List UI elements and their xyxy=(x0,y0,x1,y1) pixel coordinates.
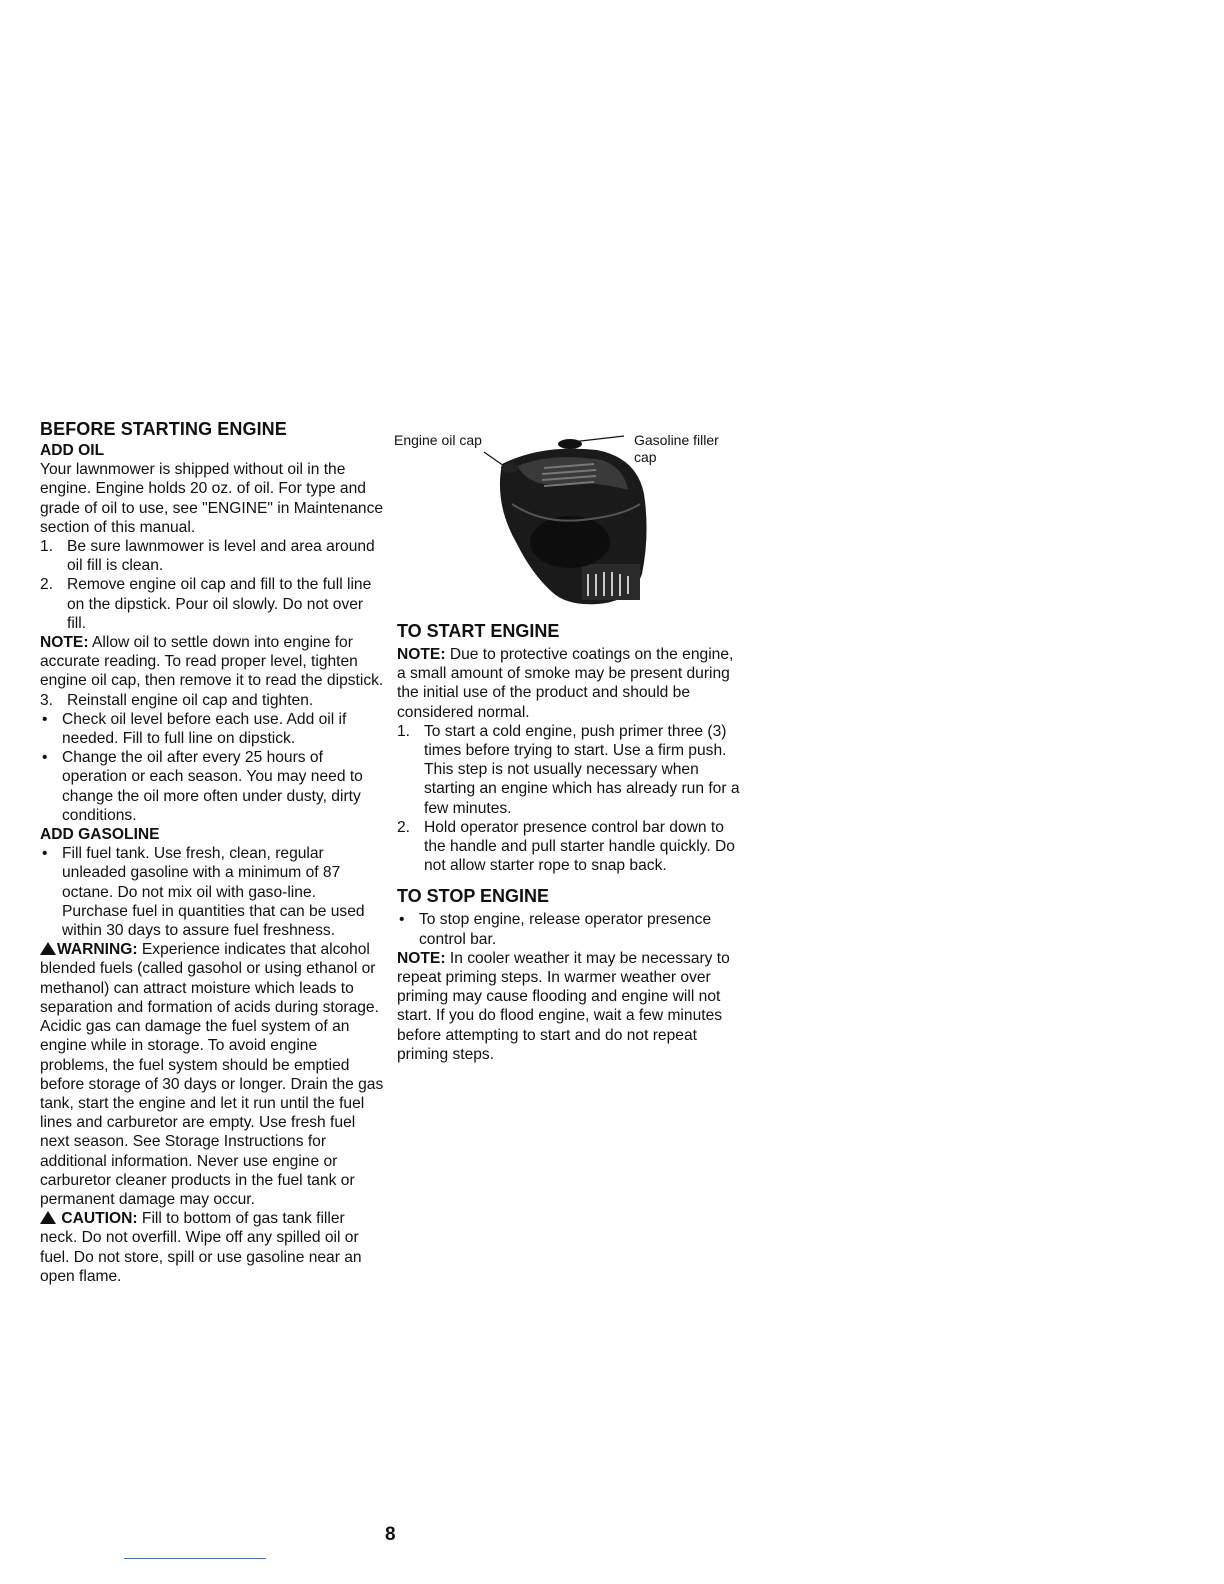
stop-note: NOTE: In cooler weather it may be necessary to repeat priming steps. In warmer weather over priming may cause flooding and engine will not start. If you do flood engine, wait a few minutes before attempting to start and do not repeat priming steps. xyxy=(397,949,730,1063)
right-column xyxy=(397,620,742,1064)
bullet-icon: • xyxy=(399,911,405,929)
list-item: • Fill fuel tank. Use fresh, clean, regular unleaded gasoline with a minimum of 87 octane. Do not mix oil with gaso-line. Purchase fuel in quantities that can be used within 30 days to assure fuel freshness. xyxy=(42,845,365,940)
heading-add-gasoline: ADD GASOLINE xyxy=(40,826,160,844)
engine-drawing-icon xyxy=(392,424,742,614)
heading-add-oil: ADD OIL xyxy=(40,442,105,459)
list-item: • To stop engine, release operator presence control bar. xyxy=(399,911,712,948)
warning-triangle-icon xyxy=(40,942,56,955)
left-column xyxy=(40,418,385,1286)
heading-to-start-engine: TO START ENGINE xyxy=(397,621,560,641)
bullet-icon: • xyxy=(42,710,48,728)
bullet-icon: • xyxy=(42,749,48,767)
bullet-icon: • xyxy=(42,845,48,863)
caution-triangle-icon xyxy=(40,1211,56,1224)
oil-note: NOTE: Allow oil to settle down into engine for accurate reading. To read proper level, tighten engine oil cap, then remove it to read the dipstick. xyxy=(40,634,384,690)
list-item: 2. Hold operator presence control bar down to the handle and pull starter handle quickly. Do not allow starter rope to snap back. xyxy=(397,818,735,875)
engine-illustration xyxy=(392,424,742,614)
list-item: 1. Be sure lawnmower is level and area around oil fill is clean. xyxy=(40,538,375,575)
section-title-before-starting: BEFORE STARTING ENGINE xyxy=(40,419,287,439)
list-item: 1. To start a cold engine, push primer three (3) times before trying to start. Use a firm push. This step is not usually necessary when starting an engine which has already run for a few minutes. xyxy=(397,722,740,817)
add-oil-intro: Your lawnmower is shipped without oil in the engine. Engine holds 20 oz. of oil. For type and grade of oil to use, see "ENGINE" in Maintenance section of this manual. xyxy=(40,461,384,536)
list-item: 3. Reinstall engine oil cap and tighten. xyxy=(40,691,314,709)
heading-to-stop-engine: TO STOP ENGINE xyxy=(397,886,550,907)
warning-block: WARNING: Experience indicates that alcohol blended fuels (called gasohol or using ethanol or methanol) can attract moisture which leads to separation and formation of acids during storage. Acidic gas can damage the fuel system of an engine while in storage. To avoid engine problems, the fuel system should be emptied before storage of 30 days or longer. Drain the gas tank, start the engine and let it run until the fuel lines and carburetor are empty. Use fresh fuel next season. See Storage Instructions for additional information. Never use engine or carburetor cleaner products in the fuel tank or permanent damage may occur. xyxy=(40,941,384,1208)
list-item: • Check oil level before each use. Add oil if needed. Fill to full line on dipstick. xyxy=(42,710,347,748)
label-engine-oil-cap: Engine oil cap xyxy=(394,432,482,448)
start-note: NOTE: Due to protective coatings on the engine, a small amount of smoke may be present during the initial use of the product and should be considered normal. xyxy=(397,646,734,721)
footer-rule xyxy=(124,1558,266,1559)
list-item: • Change the oil after every 25 hours of operation or each season. You may need to change the oil more often under dusty, dirty conditions. xyxy=(42,749,363,824)
list-item: 2. Remove engine oil cap and fill to the full line on the dipstick. Pour oil slowly. Do not over fill. xyxy=(40,576,372,632)
caution-block: CAUTION: Fill to bottom of gas tank filler neck. Do not overfill. Wipe off any spilled oil or fuel. Do not store, spill or use gasoline near an open flame. xyxy=(40,1210,362,1285)
page-number: 8 xyxy=(385,1524,396,1545)
label-gasoline-filler-cap: Gasoline filler cap xyxy=(634,432,719,465)
